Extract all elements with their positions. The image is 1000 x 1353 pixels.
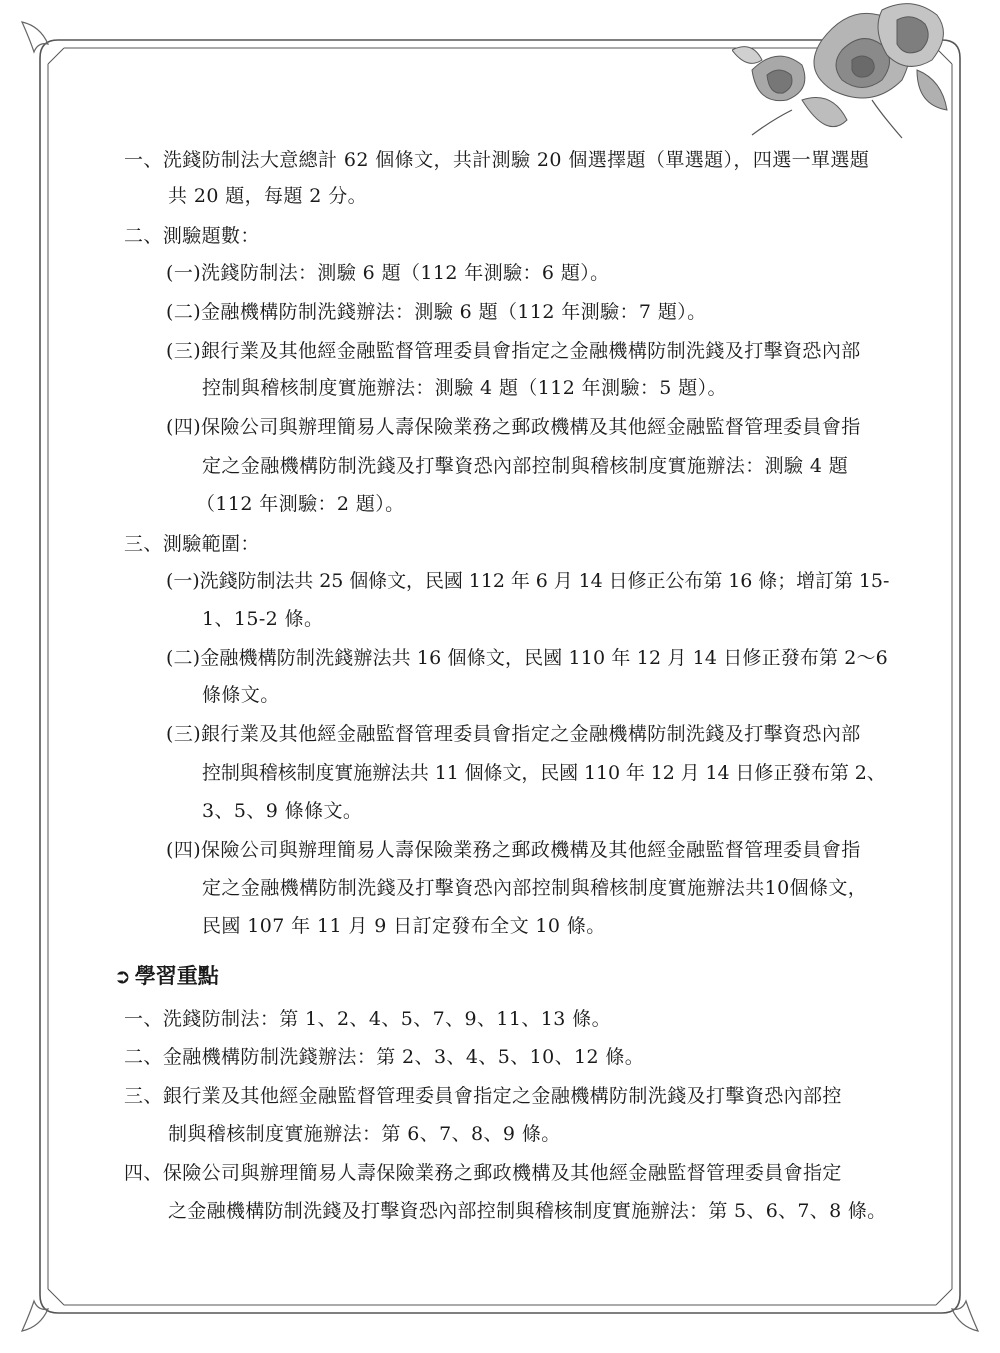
learning-focus-title: 學習重點 bbox=[134, 964, 219, 988]
focus-item-1 bbox=[124, 1005, 611, 1033]
intro-sub-2b-text: 金融機構防制洗錢辦法：測驗 6 題（112 年測驗：7 題）。 bbox=[201, 301, 707, 323]
intro-sub-2d-cont2: （112 年測驗：2 題）。 bbox=[196, 493, 405, 515]
intro-item-3-title: 測驗範圍： bbox=[162, 533, 260, 555]
intro-sub-3b bbox=[166, 644, 888, 672]
intro-sub-3d-cont1: 定之金融機構防制洗錢及打擊資恐內部控制與稽核制度實施辦法共10個條文， bbox=[202, 877, 868, 899]
intro-sub-2c bbox=[166, 337, 861, 365]
focus-item-4 bbox=[124, 1159, 842, 1187]
intro-sub-3d bbox=[166, 836, 861, 864]
sub-marker: (三) bbox=[166, 723, 202, 745]
focus-item-1-text: 洗錢防制法：第 1、2、4、5、7、9、11、13 條。 bbox=[162, 1008, 611, 1030]
sub-marker: (一) bbox=[166, 570, 200, 592]
focus-item-3 bbox=[124, 1082, 842, 1110]
intro-item-2 bbox=[124, 222, 260, 250]
intro-sub-3c-text: 銀行業及其他經金融監督管理委員會指定之金融機構防制洗錢及打擊資恐內部 bbox=[201, 723, 861, 745]
sub-marker: (二) bbox=[166, 647, 201, 669]
sub-marker: (三) bbox=[166, 340, 202, 362]
sub-marker: (四) bbox=[166, 839, 202, 861]
focus-item-2 bbox=[124, 1043, 644, 1071]
intro-item-1-cont: 共 20 題，每題 2 分。 bbox=[168, 185, 368, 207]
intro-sub-3d-cont2: 民國 107 年 11 月 9 日訂定發布全文 10 條。 bbox=[202, 915, 606, 937]
intro-sub-3b-text: 金融機構防制洗錢辦法共 16 個條文，民國 110 年 12 月 14 日修正發布第 2～6 bbox=[200, 647, 888, 669]
intro-sub-3c-cont2: 3、5、9 條條文。 bbox=[202, 800, 363, 822]
focus-item-4-cont: 之金融機構防制洗錢及打擊資恐內部控制與稽核制度實施辦法：第 5、6、7、8 條。 bbox=[168, 1200, 887, 1222]
intro-sub-3c bbox=[166, 720, 861, 748]
list-marker: 一、 bbox=[124, 1008, 163, 1030]
learning-focus-heading bbox=[114, 960, 219, 992]
focus-item-3-text: 銀行業及其他經金融監督管理委員會指定之金融機構防制洗錢及打擊資恐內部控 bbox=[162, 1085, 842, 1107]
focus-item-4-text: 保險公司與辦理簡易人壽保險業務之郵政機構及其他經金融監督管理委員會指定 bbox=[162, 1162, 842, 1184]
intro-sub-3d-text: 保險公司與辦理簡易人壽保險業務之郵政機構及其他經金融監督管理委員會指 bbox=[201, 839, 861, 861]
list-marker: 二、 bbox=[124, 1046, 163, 1068]
peony-illustration bbox=[732, 0, 962, 140]
intro-sub-3c-cont1: 控制與稽核制度實施辦法共 11 個條文，民國 110 年 12 月 14 日修正發布第 2、 bbox=[202, 762, 886, 784]
intro-item-3 bbox=[124, 530, 260, 558]
focus-item-3-cont: 制與稽核制度實施辦法：第 6、7、8、9 條。 bbox=[168, 1123, 561, 1145]
list-marker: 四、 bbox=[124, 1162, 163, 1184]
list-marker: 三、 bbox=[124, 533, 163, 555]
sub-marker: (四) bbox=[166, 416, 202, 438]
intro-sub-3a-cont: 1、15-2 條。 bbox=[202, 608, 324, 630]
intro-item-2-title: 測驗題數： bbox=[162, 225, 260, 247]
intro-sub-2d-text: 保險公司與辦理簡易人壽保險業務之郵政機構及其他經金融監督管理委員會指 bbox=[201, 416, 861, 438]
focus-item-2-text: 金融機構防制洗錢辦法：第 2、3、4、5、10、12 條。 bbox=[162, 1046, 645, 1068]
intro-sub-3a-text: 洗錢防制法共 25 個條文，民國 112 年 6 月 14 日修正公布第 16 條；增訂第 15- bbox=[199, 570, 890, 592]
list-marker: 二、 bbox=[124, 225, 163, 247]
intro-sub-2c-text: 銀行業及其他經金融監督管理委員會指定之金融機構防制洗錢及打擊資恐內部 bbox=[201, 340, 861, 362]
intro-sub-2a bbox=[166, 259, 610, 287]
intro-item-1-text: 洗錢防制法大意總計 62 個條文，共計測驗 20 個選擇題（單選題），四選一單選題 bbox=[162, 149, 870, 171]
intro-item-1 bbox=[124, 146, 869, 174]
intro-sub-2a-text: 洗錢防制法：測驗 6 題（112 年測驗：6 題）。 bbox=[201, 262, 610, 284]
intro-sub-2d-cont1: 定之金融機構防制洗錢及打擊資恐內部控制與稽核制度實施辦法：測驗 4 題 bbox=[202, 455, 849, 477]
intro-sub-2b bbox=[166, 298, 707, 326]
arrow-right-icon: ➲ bbox=[114, 964, 131, 988]
intro-sub-2d bbox=[166, 413, 861, 441]
intro-sub-3b-cont: 條條文。 bbox=[202, 684, 280, 706]
intro-sub-2c-cont: 控制與稽核制度實施辦法：測驗 4 題（112 年測驗：5 題）。 bbox=[202, 377, 727, 399]
list-marker: 一、 bbox=[124, 149, 163, 171]
list-marker: 三、 bbox=[124, 1085, 163, 1107]
sub-marker: (二) bbox=[166, 301, 202, 323]
intro-sub-3a bbox=[166, 567, 889, 595]
sub-marker: (一) bbox=[166, 262, 202, 284]
